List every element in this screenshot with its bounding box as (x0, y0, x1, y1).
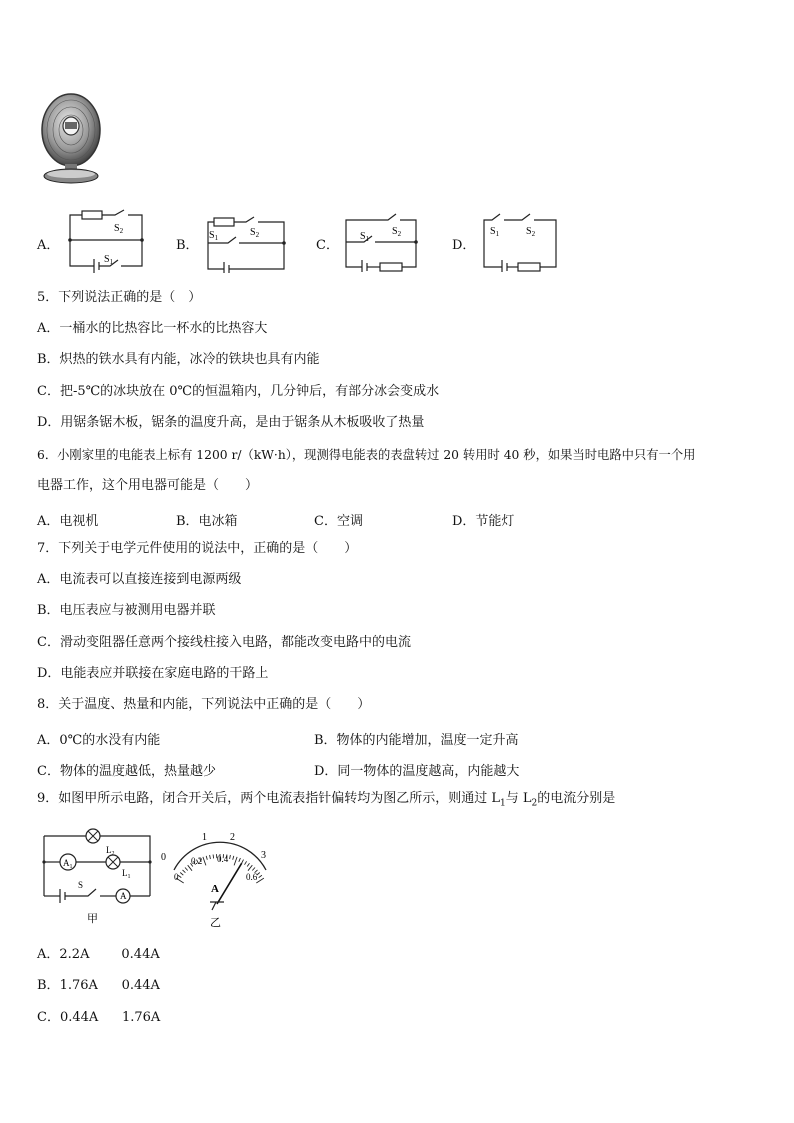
q9-option-b: B．1.76A 0.44A (37, 978, 160, 993)
dial-upper-1: 1 (202, 832, 207, 843)
dial-upper-3: 3 (261, 850, 266, 861)
svg-text:S2: $S_2$ (114, 223, 124, 235)
q8-option-a: A．0℃的水没有内能 (37, 733, 161, 748)
dial-tick (247, 863, 249, 866)
dial-tick (188, 865, 192, 871)
dial-tick (234, 857, 237, 866)
q6-option-a: A．电视机 (37, 514, 99, 529)
q7-option-a: A．电流表可以直接连接到电源两级 (37, 572, 242, 587)
q4-circuit-a (60, 209, 152, 273)
q9-circuit-jia (38, 822, 156, 930)
q7-option-b: B．电压表应与被测用电器并联 (37, 603, 216, 618)
q8-option-c: C．物体的温度越低，热量越少 (37, 764, 216, 779)
dial-tick (245, 861, 247, 864)
q4-option-a-letter: A． (37, 238, 60, 253)
q8-option-d: D．同一物体的温度越高，内能越大 (314, 764, 520, 779)
dial-lower-0: 0 (174, 872, 179, 882)
q5-option-d: D．用锯条锯木板，锯条的温度升高，是由于锯条从木板吸收了热量 (37, 415, 425, 430)
svg-text:A1: $A_1$ (63, 858, 73, 870)
q5-option-b: B．炽热的铁水具有内能，冰冷的铁块也具有内能 (37, 352, 320, 367)
dial-lower-2: 0.4 (217, 854, 229, 864)
dial-tick (185, 868, 188, 871)
q8-option-b: B．物体的内能增加，温度一定升高 (314, 733, 519, 748)
dial-tick (206, 856, 207, 860)
q4-option-b-letter: B． (176, 238, 199, 253)
dial-unit: A (211, 883, 219, 895)
q9-stem: 9．如图甲所示电路，闭合开关后，两个电流表指针偏转均为图乙所示，则通过 $L_1$与 $L_2$的电流分别是 (37, 791, 616, 809)
svg-text:S2: $S_2$ (250, 227, 260, 239)
dial-tick (256, 878, 264, 883)
svg-text:S2: $S_2$ (526, 226, 536, 238)
dial-tick (213, 855, 214, 859)
dial-tick (183, 870, 186, 873)
q9-option-c: C．0.44A 1.76A (37, 1010, 161, 1025)
q4-circuit-c (340, 210, 422, 272)
svg-text:S1: $S_1$ (360, 231, 370, 243)
svg-text:L2: $L_2$ (106, 845, 115, 857)
svg-text:S1: $S_1$ (209, 230, 219, 242)
q7-option-d: D．电能表应并联接在家庭电路的干路上 (37, 666, 269, 681)
q4-circuit-b (200, 213, 292, 273)
dial-tick (242, 860, 244, 864)
dial-caption: 乙 (210, 917, 221, 929)
electric-heater-image (38, 88, 104, 188)
dial-tick (203, 857, 206, 866)
dial-lower-3: 0.6 (246, 872, 258, 882)
q6-option-b: B．电冰箱 (176, 514, 238, 529)
q6-option-d: D．节能灯 (452, 514, 515, 529)
q9-option-a: A．2.2A 0.44A (37, 947, 160, 962)
dial-tick (178, 875, 181, 877)
dial-tick (233, 856, 234, 860)
svg-text:S1: $S_1$ (104, 254, 114, 266)
svg-text:A: A (120, 891, 127, 901)
dial-needle (217, 863, 242, 904)
q4-option-d-letter: D． (452, 238, 476, 253)
q6-option-c: C．空调 (314, 514, 363, 529)
dial-tick (239, 858, 241, 862)
dial-tick (210, 855, 211, 859)
dial-tick (248, 865, 252, 871)
q7-option-c: C．滑动变阻器任意两个接线柱接入电路，都能改变电路中的电流 (37, 635, 411, 650)
dial-upper-0: 0 (161, 852, 166, 863)
svg-text:S1: $S_1$ (490, 226, 500, 238)
dial-upper-2: 2 (230, 832, 235, 843)
q7-stem: 7．下列关于电学元件使用的说法中，正确的是（ ） (37, 541, 358, 556)
dial-tick (180, 873, 183, 876)
q6-stem-line-1: 6．小刚家里的电能表上标有 1200 r/（kW·h），现测得电能表的表盘转过 20 转用时 40 秒，如果当时电路中只有一个用 (37, 448, 696, 462)
q4-circuit-d (478, 210, 562, 272)
q5-stem: 5．下列说法正确的是（ ） (37, 290, 202, 305)
dial-tick (252, 868, 255, 871)
svg-text:S: S (78, 880, 84, 890)
dial-tick (259, 875, 262, 877)
q5-option-c: C．把-5℃的冰块放在 0℃的恒温箱内，几分钟后，有部分冰会变成水 (37, 384, 440, 399)
q6-stem-line-2: 电器工作，这个用电器可能是（ ） (37, 478, 259, 493)
dial-tick (230, 855, 231, 859)
q9-ammeter-dial-yi (160, 826, 272, 930)
q4-option-c-letter: C． (316, 238, 339, 253)
svg-text:L1: $L_1$ (122, 868, 131, 880)
q5-option-a: A．一桶水的比热容比一杯水的比热容大 (37, 321, 268, 336)
svg-text:S2: $S_2$ (392, 226, 402, 238)
q8-stem: 8．关于温度、热量和内能，下列说法中正确的是（ ） (37, 697, 371, 712)
dial-lower-1: 0.2 (191, 856, 203, 866)
svg-text:甲: 甲 (87, 913, 98, 925)
